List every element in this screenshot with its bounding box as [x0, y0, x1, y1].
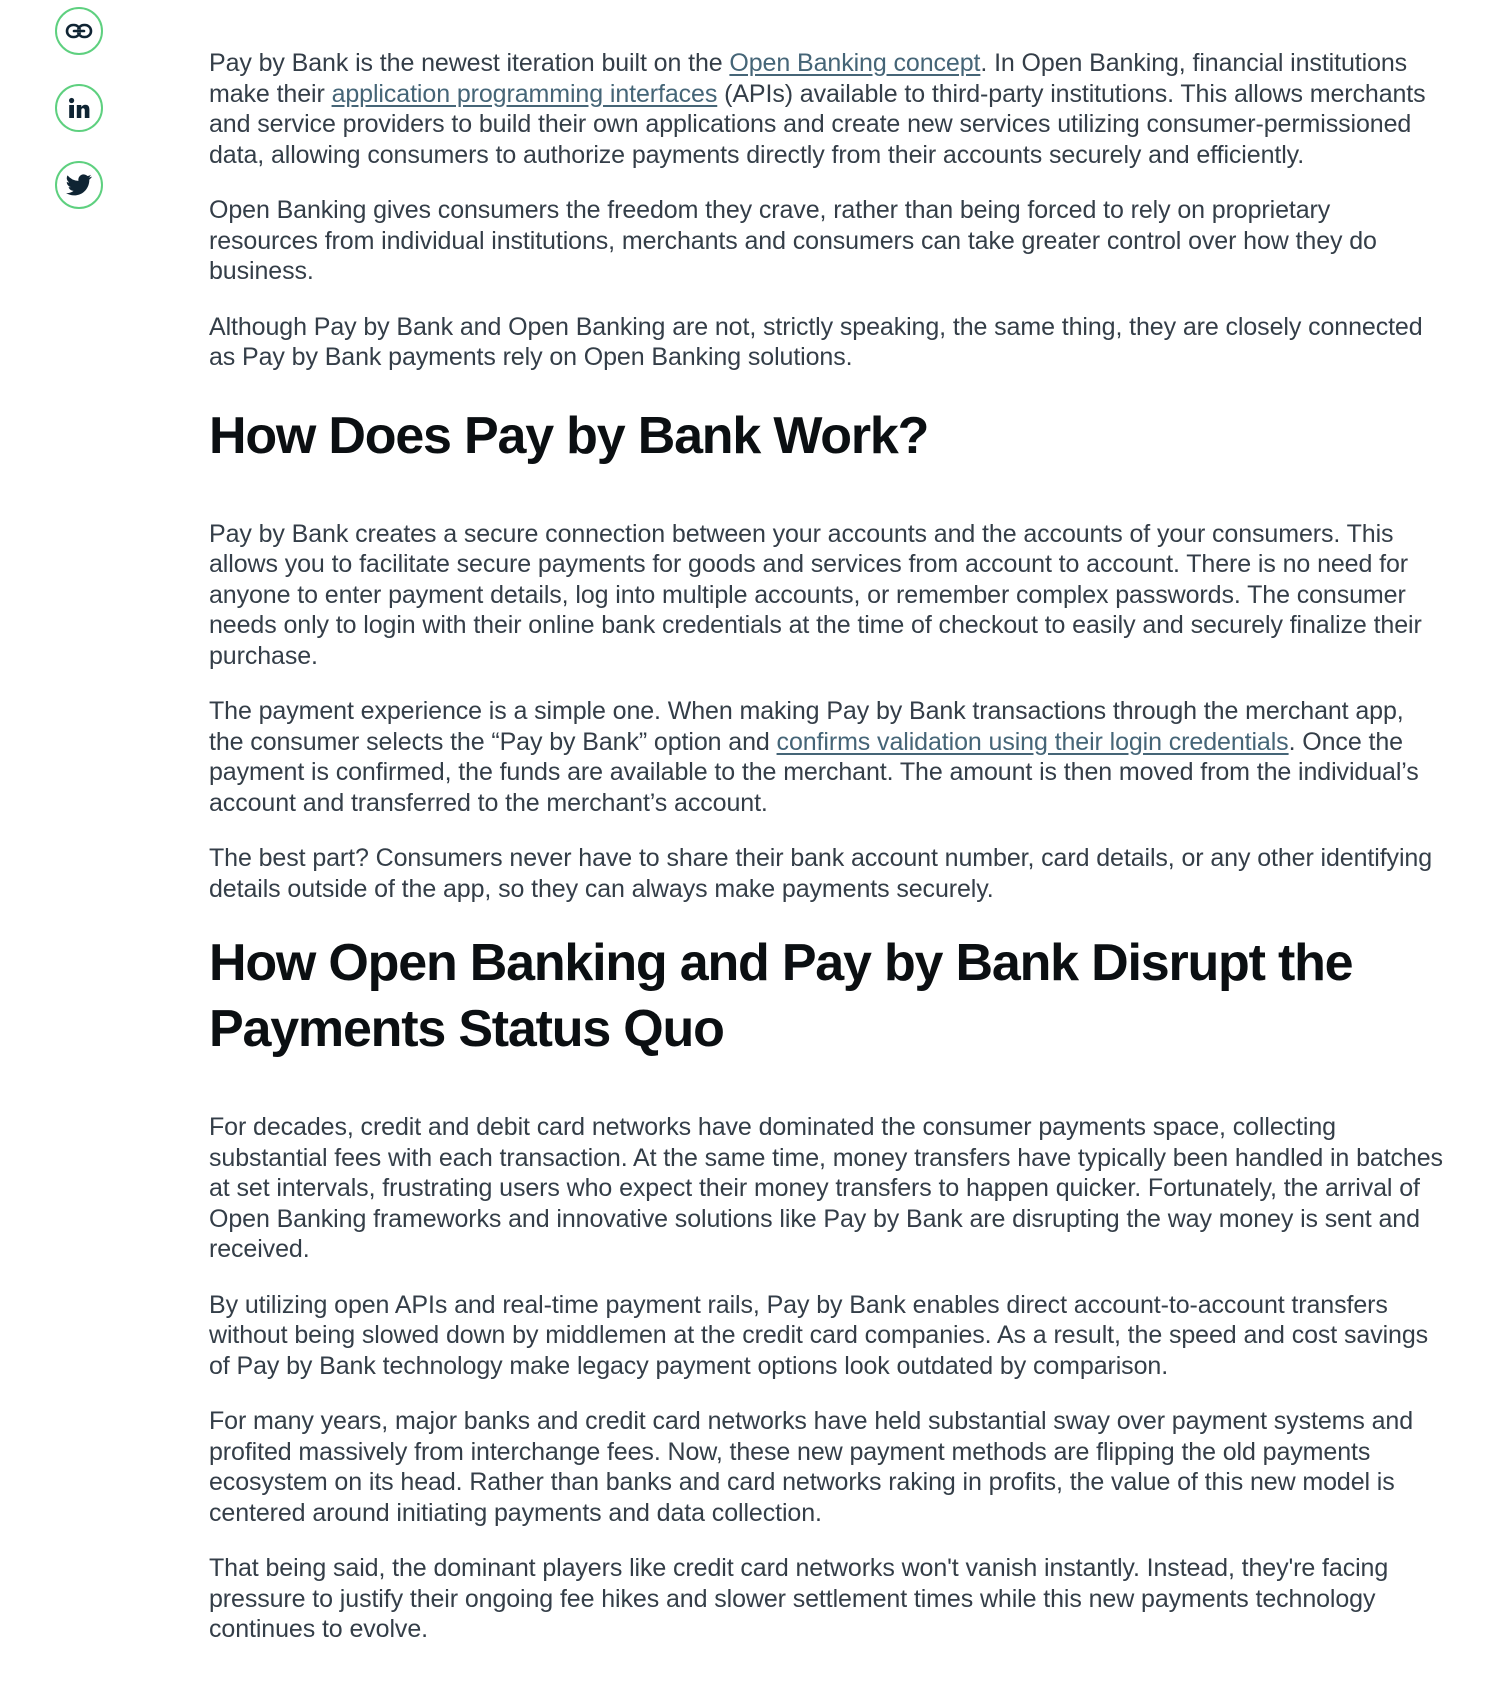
link-icon [65, 23, 93, 39]
paragraph-freedom: Open Banking gives consumers the freedom they crave, rather than being forced to rely on proprietary resources from individual institutions, merchants and consumers can take greater control over how they do business. [209, 196, 1377, 285]
paragraph-payment-experience [209, 696, 1444, 818]
copy-link-button[interactable] [55, 7, 103, 55]
paragraph-connection: Although Pay by Bank and Open Banking are not, strictly speaking, the same thing, they are closely connected as Pay by Bank payments rely on Open Banking solutions. [209, 312, 1423, 371]
paragraph-text: (APIs) available to third-party institutions. This allows merchants and service providers to build their own applications and create new services utilizing consumer-permissioned data, allowing consumers to authorize payments directly from their accounts securely and efficiently. [209, 79, 1426, 169]
paragraph-text: Pay by Bank is the newest iteration built on the [209, 49, 730, 77]
share-rail [55, 7, 107, 238]
linkedin-icon [68, 97, 90, 119]
article-body [209, 48, 1444, 1670]
open-banking-concept-link[interactable]: Open Banking concept [729, 49, 981, 77]
twitter-share-button[interactable] [55, 161, 103, 209]
paragraph-best-part: The best part? Consumers never have to share their bank account number, card details, or any other identifying details outside of the app, so they can always make payments securely. [209, 844, 1433, 903]
paragraph-text: . Once the payment is confirmed, the funds are available to the merchant. The amount is then moved from the individual’s account and transferred to the merchant’s account. [209, 727, 1419, 817]
paragraph-text: The payment experience is a simple one. When making Pay by Bank transactions through the merchant app, the consumer selects the “Pay by Bank” option and [209, 697, 1404, 756]
paragraph-text: . In Open Banking, financial institutions make their [209, 49, 1408, 108]
paragraph-interchange-fees: For many years, major banks and credit card networks have held substantial sway over payment systems and profited massively from interchange fees. Now, these new payment methods are flipping the old payments ecosystem on its head. Rather than banks and card networks raking in profits, the value of this new model is centered around initiating payments and data collection. [209, 1407, 1414, 1527]
heading-disrupt-status-quo: How Open Banking and Pay by Bank Disrupt the Payments Status Quo [209, 934, 1353, 1058]
paragraph-dominant-players: That being said, the dominant players like credit card networks won't vanish instantly. Instead, they're facing pressure to justify their ongoing fee hikes and slower settlement times while this new payments technology continues to evolve. [209, 1554, 1389, 1643]
twitter-icon [66, 174, 92, 196]
login-credentials-link[interactable]: confirms validation using their login credentials [776, 727, 1289, 756]
paragraph-card-networks: For decades, credit and debit card networks have dominated the consumer payments space, collecting substantial fees with each transaction. At the same time, money transfers have typically been handled in batches at set intervals, frustrating users who expect their money transfers to happen quicker. Fortunately, the arrival of Open Banking frameworks and innovative solutions like Pay by Bank are disrupting the way money is sent and received. [209, 1113, 1443, 1263]
linkedin-share-button[interactable] [55, 84, 103, 132]
heading-how-pay-by-bank-works: How Does Pay by Bank Work? [209, 406, 929, 465]
paragraph-open-banking-intro [209, 48, 1444, 170]
paragraph-secure-connection: Pay by Bank creates a secure connection between your accounts and the accounts of your consumers. This allows you to facilitate secure payments for goods and services from account to account. There is no need for anyone to enter payment details, log into multiple accounts, or remember complex passwords. The consumer needs only to login with their online bank credentials at the time of checkout to easily and securely finalize their purchase. [209, 519, 1422, 670]
api-link[interactable]: application programming interfaces [331, 79, 718, 108]
paragraph-open-apis: By utilizing open APIs and real-time payment rails, Pay by Bank enables direct account-to-account transfers without being slowed down by middlemen at the credit card companies. As a result, the speed and cost savings of Pay by Bank technology make legacy payment options look outdated by comparison. [209, 1290, 1429, 1380]
